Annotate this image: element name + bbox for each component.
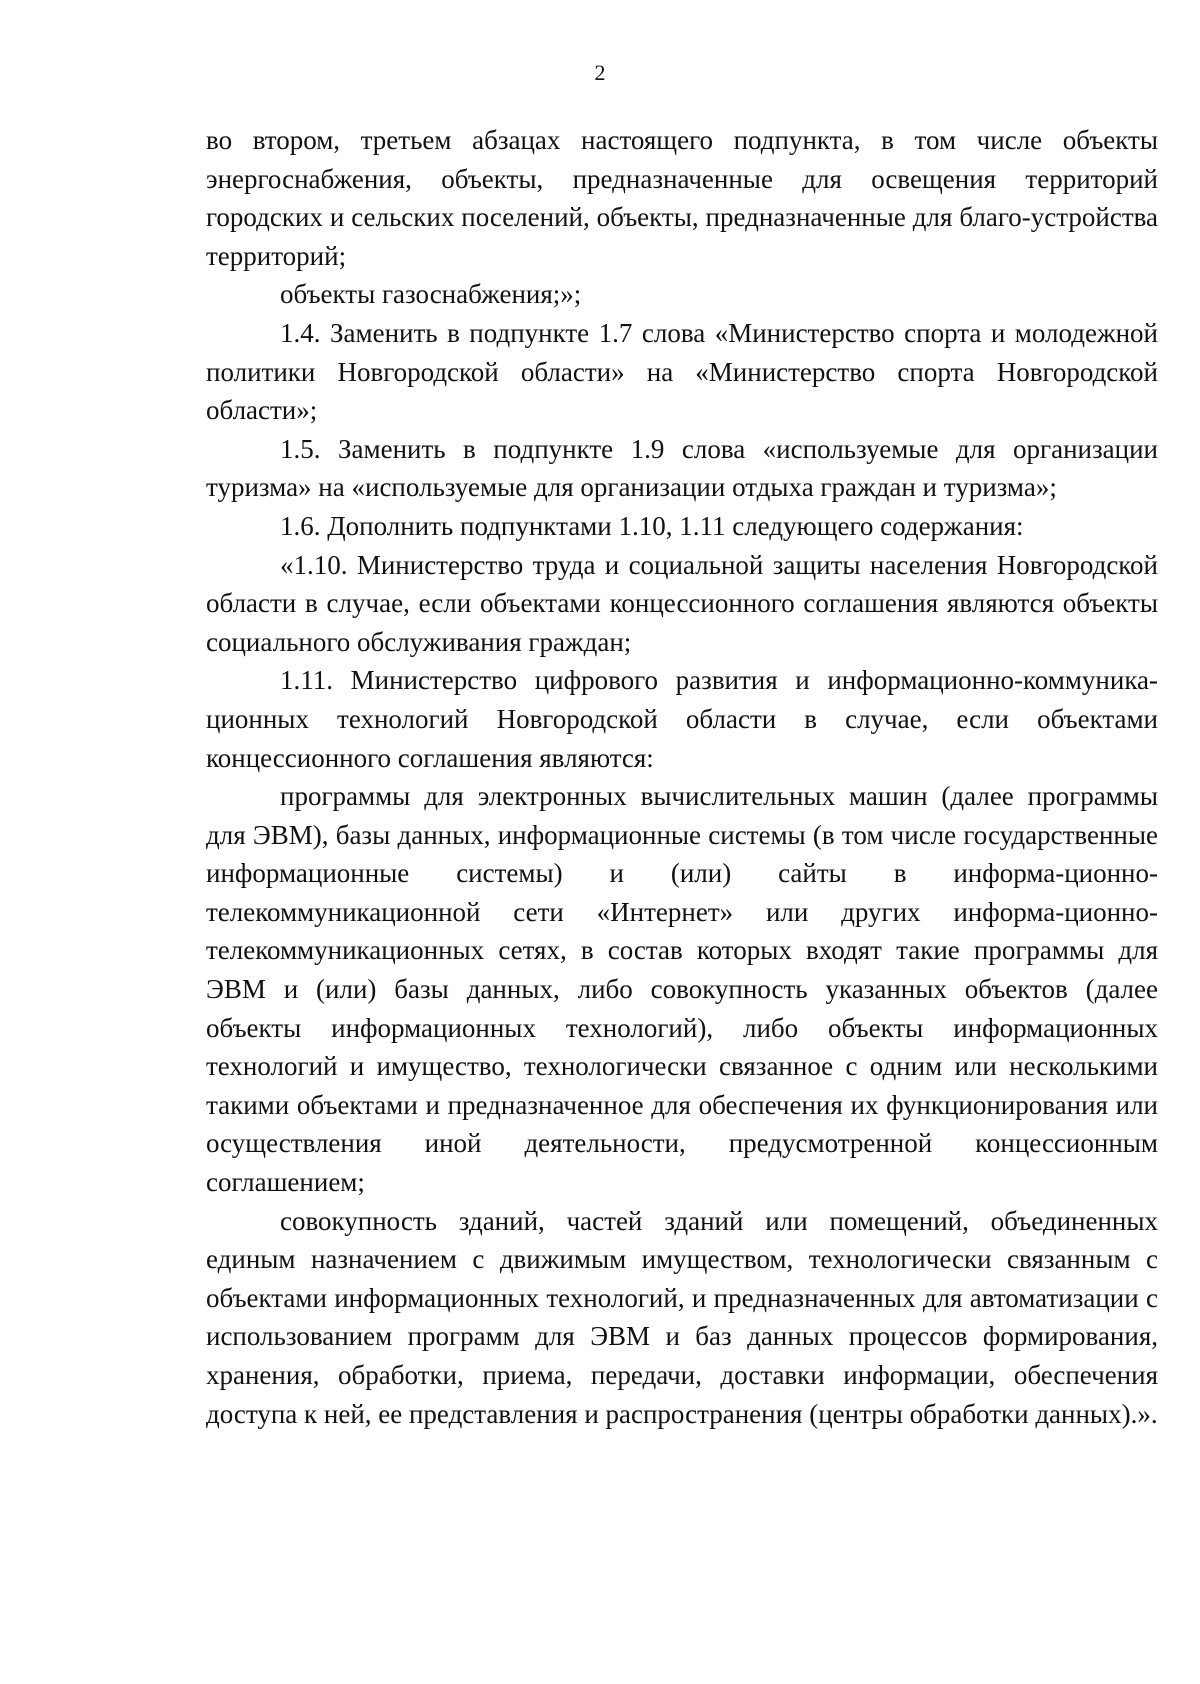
paragraph-1: во втором, третьем абзацах настоящего подпункта, в том числе объекты энергоснабжения, объекты, предназначенные для освещения территорий городских и сельских поселений, объекты, предназначенные для благо-устройства территорий;: [206, 125, 1158, 271]
paragraph-5: 1.6. Дополнить подпунктами 1.10, 1.11 следующего содержания:: [280, 510, 1024, 541]
paragraph-2: объекты газоснабжения;»;: [280, 279, 582, 310]
paragraph-6: «1.10. Министерство труда и социальной защиты населения Новгородской области в случае, если объектами концессионного соглашения являются объекты социального обслуживания граждан;: [206, 549, 1158, 657]
page-number: 2: [594, 60, 606, 85]
paragraph-9: совокупность зданий, частей зданий или помещений, объединенных единым назначением с движимым имуществом, технологически связанным с объектами информационных технологий, и предназначенных для автоматизации с использованием программ для ЭВМ и баз данных процессов формирования, хранения, обработки, приема, передачи, доставки информации, обеспечения доступа к ней, ее представления и распространения (центры обработки данных).».: [206, 1205, 1158, 1429]
paragraph-4: 1.5. Заменить в подпункте 1.9 слова «используемые для организации туризма» на «используемые для организации отдыха граждан и туризма»;: [206, 433, 1158, 503]
paragraph-8: программы для электронных вычислительных машин (далее программы для ЭВМ), базы данных, информационные системы (в том числе государственные информационные системы) и (или) сайты в информа-ционно-телекоммуникационной сети «Интернет» или других информа-ционно-телекоммуникационных сетях, в состав которых входят такие программы для ЭВМ и (или) базы данных, либо совокупность указанных объектов (далее объекты информационных технологий), либо объекты информационных технологий и имущество, технологически связанное с одним или несколькими такими объектами и предназначенное для обеспечения их функционирования или осуществления иной деятельности, предусмотренной концессионным соглашением;: [206, 781, 1158, 1198]
paragraph-7: 1.11. Министерство цифрового развития и информационно-коммуника-ционных технологий Новгородской области в случае, если объектами концессионного соглашения являются:: [206, 665, 1158, 773]
document-body: [206, 121, 1158, 1433]
paragraph-3: 1.4. Заменить в подпункте 1.7 слова «Министерство спорта и молодежной политики Новгородской области» на «Министерство спорта Новгородской области»;: [206, 317, 1158, 426]
